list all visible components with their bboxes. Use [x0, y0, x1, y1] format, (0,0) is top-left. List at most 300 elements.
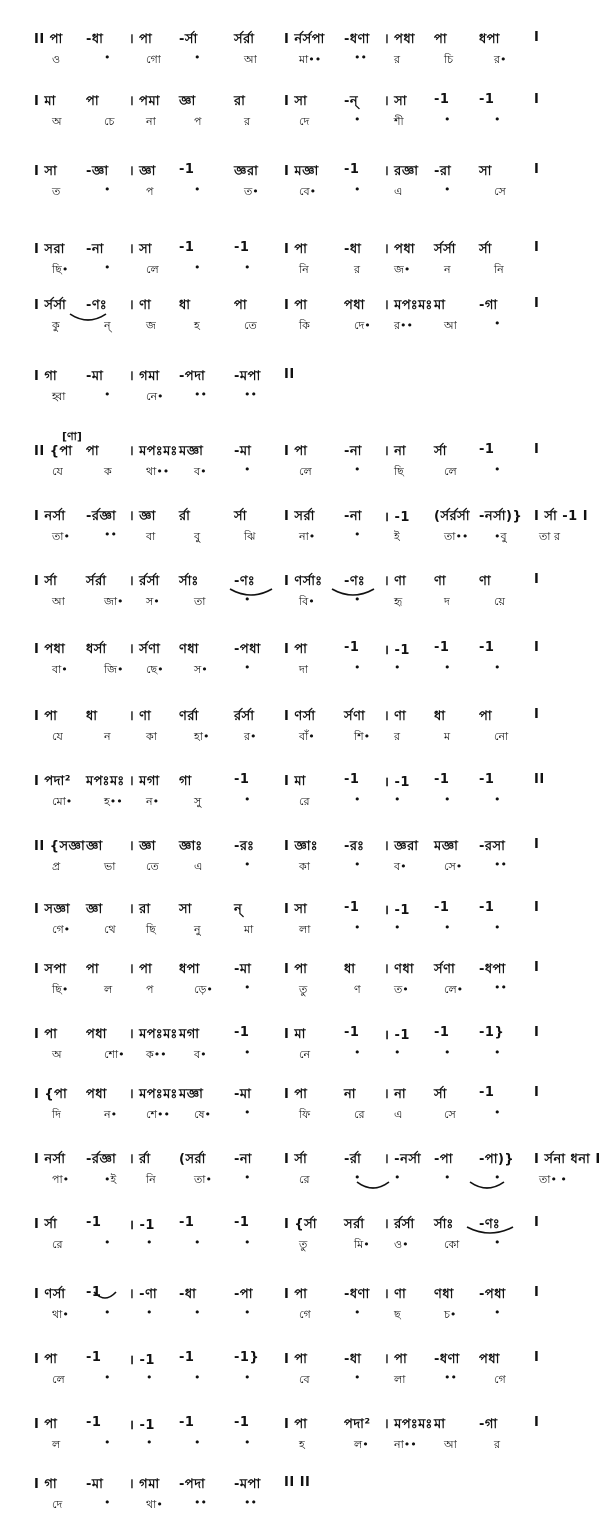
- note-cell: । গমা: [129, 369, 160, 384]
- note-cell: । ণা: [384, 574, 407, 589]
- lyric-syllable: ণ: [354, 983, 361, 996]
- note-cell: I: [534, 1025, 540, 1040]
- lyric-syllable: মা••: [299, 53, 322, 66]
- note-cell: -না: [86, 242, 104, 257]
- lyric-syllable: •: [444, 183, 451, 196]
- note-cell: -ধপা: [479, 962, 506, 977]
- note-cell: I নর্সা: [34, 1152, 66, 1167]
- lyric-syllable: তে: [146, 860, 159, 873]
- lyric-syllable: গে: [494, 1373, 506, 1386]
- note-cell: I র্সনা ধনা I: [534, 1152, 601, 1167]
- lyric-syllable: ল: [104, 983, 113, 996]
- lyric-syllable: লা: [394, 1373, 406, 1386]
- slur-arc: [330, 587, 376, 601]
- lyric-syllable: প: [146, 185, 154, 198]
- note-cell: -1: [344, 772, 360, 787]
- note-cell: I: [534, 1215, 540, 1230]
- lyrics-line: [34, 183, 554, 203]
- lyric-syllable: জি•: [104, 663, 124, 676]
- lyric-syllable: য়ে: [494, 595, 505, 608]
- slur-arc: [228, 587, 274, 601]
- lyric-syllable: •: [244, 593, 251, 606]
- note-cell: র্সাঃ: [179, 574, 199, 589]
- notes-line: [34, 1415, 554, 1435]
- lyric-syllable: থা•: [52, 1308, 69, 1321]
- lyric-syllable: নু: [194, 923, 201, 936]
- note-cell: -1: [344, 900, 360, 915]
- note-cell: I {র্সা: [284, 1217, 317, 1232]
- lyric-syllable: ম: [444, 730, 451, 743]
- lyric-syllable: •: [394, 793, 401, 806]
- note-cell: -1}: [234, 1350, 260, 1365]
- lyrics-line: [34, 921, 554, 941]
- lyric-syllable: ছে•: [146, 663, 164, 676]
- note-cell: I: [534, 30, 540, 45]
- note-cell: I পা: [284, 1087, 308, 1102]
- note-cell: I নর্সা: [34, 509, 66, 524]
- lyrics-line: [34, 261, 554, 281]
- note-cell: I: [534, 296, 540, 311]
- note-cell: । না: [384, 444, 407, 459]
- note-cell: I জ্ঞাঃ: [284, 839, 319, 854]
- lyric-syllable: কো: [444, 1238, 460, 1251]
- note-cell: II পা: [34, 32, 63, 47]
- lyric-syllable: •: [494, 1046, 501, 1059]
- lyric-syllable: বাঁ•: [299, 730, 315, 743]
- notes-line: [34, 30, 554, 50]
- note-cell: I ণর্সা: [34, 1287, 66, 1302]
- lyric-syllable: ••: [244, 388, 257, 401]
- lyrics-line: [34, 981, 554, 1001]
- note-cell: । -1: [129, 1418, 155, 1433]
- note-cell: -ধা: [179, 1287, 197, 1302]
- lyric-syllable: ব•: [394, 860, 407, 873]
- lyric-syllable: স•: [194, 663, 208, 676]
- lyric-syllable: নো: [494, 730, 509, 743]
- note-cell: I সা: [284, 902, 308, 917]
- lyric-syllable: নে•: [146, 390, 164, 403]
- lyric-syllable: যে: [52, 465, 63, 478]
- lyric-syllable: র••: [394, 319, 414, 332]
- lyric-syllable: •: [244, 858, 251, 871]
- lyric-syllable: যে: [52, 730, 63, 743]
- note-cell: পধা: [86, 1027, 107, 1042]
- note-cell: II {পা: [34, 444, 73, 459]
- note-cell: -ধণা: [434, 1352, 460, 1367]
- note-cell: । -1: [384, 903, 410, 918]
- note-cell: । -1: [129, 1353, 155, 1368]
- note-cell: I: [534, 640, 540, 655]
- slur-arc: [468, 1180, 506, 1194]
- lyrics-line: [34, 528, 560, 548]
- note-cell: -ণঃ: [479, 1217, 501, 1232]
- lyric-syllable: ••: [494, 858, 507, 871]
- notation-block: [34, 1350, 554, 1391]
- lyric-syllable: বি•: [299, 595, 315, 608]
- note-cell: -না: [344, 444, 362, 459]
- notes-line: [34, 572, 554, 592]
- notes-line: [34, 960, 554, 980]
- note-cell: I পা: [284, 1352, 308, 1367]
- note-cell: I মা: [284, 1027, 306, 1042]
- lyric-syllable: ই: [394, 530, 400, 543]
- note-cell: সর্রা: [344, 1217, 365, 1232]
- lyric-syllable: ছি: [394, 465, 404, 478]
- note-cell: -পা: [434, 1152, 453, 1167]
- note-cell: সা: [179, 902, 192, 917]
- slur-arc: [465, 1225, 515, 1239]
- lyric-syllable: •: [354, 858, 361, 871]
- lyric-syllable: ছি•: [52, 983, 69, 996]
- note-cell: -পধা: [479, 1287, 506, 1302]
- lyric-syllable: লা: [299, 923, 311, 936]
- note-cell: মগা: [179, 1027, 200, 1042]
- note-cell: I: [534, 240, 540, 255]
- note-cell: -1: [234, 772, 250, 787]
- lyrics-line: [34, 1371, 554, 1391]
- note-cell: পা: [86, 444, 100, 459]
- lyric-syllable: জ: [146, 319, 156, 332]
- lyric-syllable: ন্: [104, 319, 111, 332]
- lyric-syllable: নি: [299, 263, 309, 276]
- note-cell: । মপঃমঃ: [384, 298, 433, 313]
- lyric-syllable: লে: [52, 1373, 65, 1386]
- lyric-syllable: ল•: [354, 1438, 369, 1451]
- lyric-syllable: ভা: [104, 860, 116, 873]
- note-cell: ণা: [479, 574, 492, 589]
- lyric-syllable: বে: [299, 1373, 310, 1386]
- notes-line: [34, 442, 554, 462]
- lyric-syllable: আ: [52, 595, 65, 608]
- lyrics-line: [34, 858, 554, 878]
- lyrics-line: [34, 1046, 554, 1066]
- note-cell: । মপঃমঃ: [384, 1417, 433, 1432]
- note-cell: । ণা: [129, 709, 152, 724]
- note-cell: মজ্ঞা: [179, 1087, 204, 1102]
- note-cell: । পা: [129, 962, 153, 977]
- notes-line: [34, 1085, 554, 1105]
- lyric-syllable: ব•: [194, 465, 207, 478]
- note-cell: I পা: [284, 642, 308, 657]
- note-cell: র্রা: [179, 509, 191, 524]
- note-cell: I ণর্সা: [284, 709, 316, 724]
- lyric-syllable: ছ: [394, 1308, 401, 1321]
- note-cell: ধর্সা: [86, 642, 107, 657]
- lyric-syllable: •: [244, 1171, 251, 1184]
- note-cell: I: [534, 837, 540, 852]
- lyric-syllable: •: [104, 1306, 111, 1319]
- note-cell: I র্সা -1 I: [534, 509, 589, 524]
- lyric-syllable: নি: [494, 263, 504, 276]
- lyric-syllable: •: [194, 1436, 201, 1449]
- lyric-syllable: তা•: [194, 1173, 212, 1186]
- note-cell: -1: [479, 900, 495, 915]
- note-cell: । জ্ঞা: [129, 164, 156, 179]
- lyric-syllable: ক: [104, 465, 112, 478]
- notation-block: [34, 442, 554, 483]
- lyrics-line: [34, 463, 554, 483]
- note-cell: II: [534, 772, 545, 787]
- note-cell: ধা: [86, 709, 98, 724]
- lyric-syllable: •: [146, 1236, 153, 1249]
- note-cell: I পা: [284, 1417, 308, 1432]
- lyric-syllable: লে•: [444, 983, 464, 996]
- note-cell: সা: [479, 164, 492, 179]
- note-cell: ণধা: [434, 1287, 454, 1302]
- lyric-syllable: ফি: [299, 1108, 311, 1121]
- lyric-syllable: ত•: [394, 983, 409, 996]
- note-cell: -1: [434, 772, 450, 787]
- notation-block: [34, 1415, 554, 1456]
- note-cell: I পা: [34, 709, 58, 724]
- lyric-syllable: •: [244, 1371, 251, 1384]
- note-cell: -র্সা: [179, 32, 198, 47]
- lyric-syllable: •: [444, 793, 451, 806]
- notes-line: [34, 707, 554, 727]
- note-cell: -1: [479, 772, 495, 787]
- note-cell: । পা: [129, 32, 153, 47]
- lyric-syllable: •: [244, 661, 251, 674]
- lyric-syllable: ••: [494, 981, 507, 994]
- lyric-syllable: •: [394, 1046, 401, 1059]
- note-cell: । পা: [384, 1352, 408, 1367]
- lyric-syllable: •বু: [494, 530, 507, 543]
- lyric-syllable: শি•: [354, 730, 371, 743]
- note-cell: । -1: [129, 1218, 155, 1233]
- lyric-syllable: •: [194, 1236, 201, 1249]
- lyric-syllable: আ: [244, 53, 257, 66]
- lyrics-line: [34, 1236, 554, 1256]
- lyric-syllable: দা: [299, 663, 308, 676]
- note-cell: I পা: [34, 1027, 58, 1042]
- lyric-syllable: মা: [244, 923, 254, 936]
- slur-arc: [92, 1290, 118, 1304]
- note-cell: -না: [234, 1152, 252, 1167]
- note-cell: -1: [479, 442, 495, 457]
- lyric-syllable: ন: [104, 730, 111, 743]
- notation-block: [34, 707, 554, 748]
- lyric-syllable: ছি: [146, 923, 156, 936]
- note-cell: -ণঃ: [234, 574, 256, 589]
- lyric-syllable: তা• •: [539, 1173, 567, 1186]
- lyrics-line: [34, 1306, 554, 1326]
- note-cell: I: [534, 960, 540, 975]
- notes-line: [34, 367, 554, 387]
- note-cell: ধপা: [479, 32, 500, 47]
- lyric-syllable: •: [494, 1171, 501, 1184]
- lyric-syllable: •: [146, 1371, 153, 1384]
- note-cell: I: [534, 1285, 540, 1300]
- lyric-syllable: •: [354, 1306, 361, 1319]
- note-cell: । সা: [129, 242, 153, 257]
- note-cell: পা: [434, 32, 448, 47]
- lyric-syllable: তা•: [52, 530, 70, 543]
- lyric-syllable: কু: [52, 319, 60, 332]
- note-cell: I পা: [284, 444, 308, 459]
- note-cell: -1: [179, 1350, 195, 1365]
- note-cell: -পা: [234, 1287, 253, 1302]
- notes-line: [34, 507, 589, 527]
- note-cell: -1: [86, 1415, 102, 1430]
- note-cell: । সা: [384, 94, 408, 109]
- lyric-syllable: থা••: [146, 465, 170, 478]
- lyric-syllable: চ•: [444, 1308, 457, 1321]
- lyric-syllable: •: [494, 661, 501, 674]
- note-cell: -1}: [479, 1025, 505, 1040]
- lyric-syllable: ও: [52, 53, 61, 66]
- lyric-syllable: থে: [104, 923, 116, 936]
- lyric-syllable: বু: [194, 530, 201, 543]
- lyric-syllable: •: [444, 113, 451, 126]
- lyrics-line: [34, 388, 554, 408]
- note-cell: পা: [86, 94, 100, 109]
- note-cell: -রঃ: [234, 839, 255, 854]
- lyric-syllable: •: [104, 51, 111, 64]
- note-cell: । -1: [384, 643, 410, 658]
- note-cell: -1: [234, 1025, 250, 1040]
- lyric-syllable: মি•: [354, 1238, 370, 1251]
- lyric-syllable: হা•: [194, 730, 210, 743]
- note-cell: । জ্ঞরা: [384, 839, 419, 854]
- lyrics-line: [34, 1436, 554, 1456]
- lyric-syllable: •: [104, 1236, 111, 1249]
- note-cell: । র্রর্সা: [384, 1217, 415, 1232]
- note-cell: -1: [434, 640, 450, 655]
- note-cell: ণধা: [179, 642, 199, 657]
- lyric-syllable: •: [104, 1371, 111, 1384]
- note-cell: -রসা: [479, 839, 506, 854]
- note-cell: । র্রর্সা: [129, 574, 160, 589]
- note-cell: রা: [234, 94, 246, 109]
- lyric-syllable: •: [194, 51, 201, 64]
- note-cell: -1: [179, 162, 195, 177]
- lyric-syllable: প্র: [52, 860, 61, 873]
- note-cell: -মা: [86, 369, 104, 384]
- notation-block: [34, 1025, 554, 1066]
- lyric-syllable: নি: [146, 1173, 156, 1186]
- note-cell: । জ্ঞা: [129, 509, 156, 524]
- note-cell: I র্নর্সপা: [284, 32, 325, 47]
- lyrics-line: [34, 113, 554, 133]
- note-cell: ণর্রা: [179, 709, 199, 724]
- notation-block: [34, 240, 554, 281]
- lyric-syllable: চে: [104, 115, 115, 128]
- note-cell: র্সাঃ: [434, 1217, 454, 1232]
- lyric-syllable: •: [494, 317, 501, 330]
- note-cell: I সা: [34, 164, 58, 179]
- lyric-syllable: বা: [146, 530, 156, 543]
- note-cell: । মপঃমঃ: [129, 444, 178, 459]
- note-cell: I: [534, 900, 540, 915]
- lyric-syllable: এ: [194, 860, 203, 873]
- note-cell: I র্সা: [284, 1152, 308, 1167]
- note-cell: ন্: [234, 902, 243, 917]
- lyric-syllable: •: [104, 388, 111, 401]
- lyric-syllable: •: [494, 921, 501, 934]
- lyric-syllable: র•: [494, 53, 507, 66]
- note-cell: -1: [479, 92, 495, 107]
- note-cell: র্সা: [434, 444, 447, 459]
- notes-line: [34, 296, 554, 316]
- lyric-syllable: •: [244, 1436, 251, 1449]
- note-cell: I র্সা: [34, 1217, 58, 1232]
- lyric-syllable: না: [146, 115, 156, 128]
- lyric-syllable: ত•: [244, 185, 259, 198]
- lyric-syllable: তা: [194, 595, 206, 608]
- note-cell: -মা: [234, 1087, 252, 1102]
- note-cell: -না: [344, 509, 362, 524]
- lyric-syllable: •: [244, 463, 251, 476]
- note-cell: I: [534, 1085, 540, 1100]
- notation-block: [34, 640, 554, 681]
- lyric-syllable: এ: [394, 185, 403, 198]
- lyric-syllable: ক••: [146, 1048, 167, 1061]
- lyric-syllable: ••: [104, 528, 117, 541]
- lyric-syllable: কা: [146, 730, 157, 743]
- note-cell: I সর্রা: [284, 509, 315, 524]
- note-cell: র্রর্সা: [234, 709, 255, 724]
- notation-block: [34, 960, 554, 1001]
- lyric-syllable: •ই: [104, 1173, 117, 1186]
- notes-line: [34, 900, 554, 920]
- note-cell: । -1: [384, 510, 410, 525]
- note-cell: I: [534, 707, 540, 722]
- lyric-syllable: আ: [444, 1438, 457, 1451]
- note-cell: -1: [344, 162, 360, 177]
- lyric-syllable: দি: [52, 1108, 61, 1121]
- note-cell: । জ্ঞা: [129, 839, 156, 854]
- notes-line: [34, 92, 554, 112]
- note-cell: I সপা: [34, 962, 67, 977]
- note-cell: I: [534, 442, 540, 457]
- lyrics-line: [34, 1106, 554, 1126]
- lyric-syllable: ত: [52, 185, 61, 198]
- note-cell: ধা: [434, 709, 446, 724]
- lyrics-line: [34, 593, 554, 613]
- lyrics-line: [34, 661, 554, 681]
- note-cell: -1: [234, 240, 250, 255]
- lyric-syllable: ব•: [194, 1048, 207, 1061]
- lyric-syllable: শে••: [146, 1108, 170, 1121]
- note-cell: ধপা: [179, 962, 200, 977]
- note-cell: -নর্সা)}: [479, 509, 523, 524]
- note-cell: -ণঃ: [86, 298, 108, 313]
- note-cell: র্সণা: [434, 962, 456, 977]
- lyric-syllable: হ••: [104, 795, 123, 808]
- note-cell: -পা)}: [479, 1152, 515, 1167]
- note-cell: I গা: [34, 1477, 58, 1492]
- note-cell: -ধা: [86, 32, 104, 47]
- note-cell: I পা: [284, 242, 308, 257]
- note-cell: I মা: [284, 774, 306, 789]
- notation-block: [34, 837, 554, 878]
- lyric-syllable: র: [244, 115, 251, 128]
- note-cell: I পা: [34, 1352, 58, 1367]
- note-cell: র্সা: [434, 1087, 447, 1102]
- lyric-syllable: •: [354, 463, 361, 476]
- lyrics-line: [34, 728, 554, 748]
- lyric-syllable: কি: [299, 319, 310, 332]
- note-cell: পধা: [344, 298, 365, 313]
- note-cell: । পধা: [384, 32, 416, 47]
- note-cell: I মা: [34, 94, 56, 109]
- lyric-syllable: ও•: [394, 1238, 409, 1251]
- note-cell: II {সজ্ঞা: [34, 839, 86, 854]
- note-cell: । -1: [384, 1028, 410, 1043]
- lyrics-line: [34, 51, 554, 71]
- lyric-syllable: •: [244, 261, 251, 274]
- lyric-syllable: •: [394, 1171, 401, 1184]
